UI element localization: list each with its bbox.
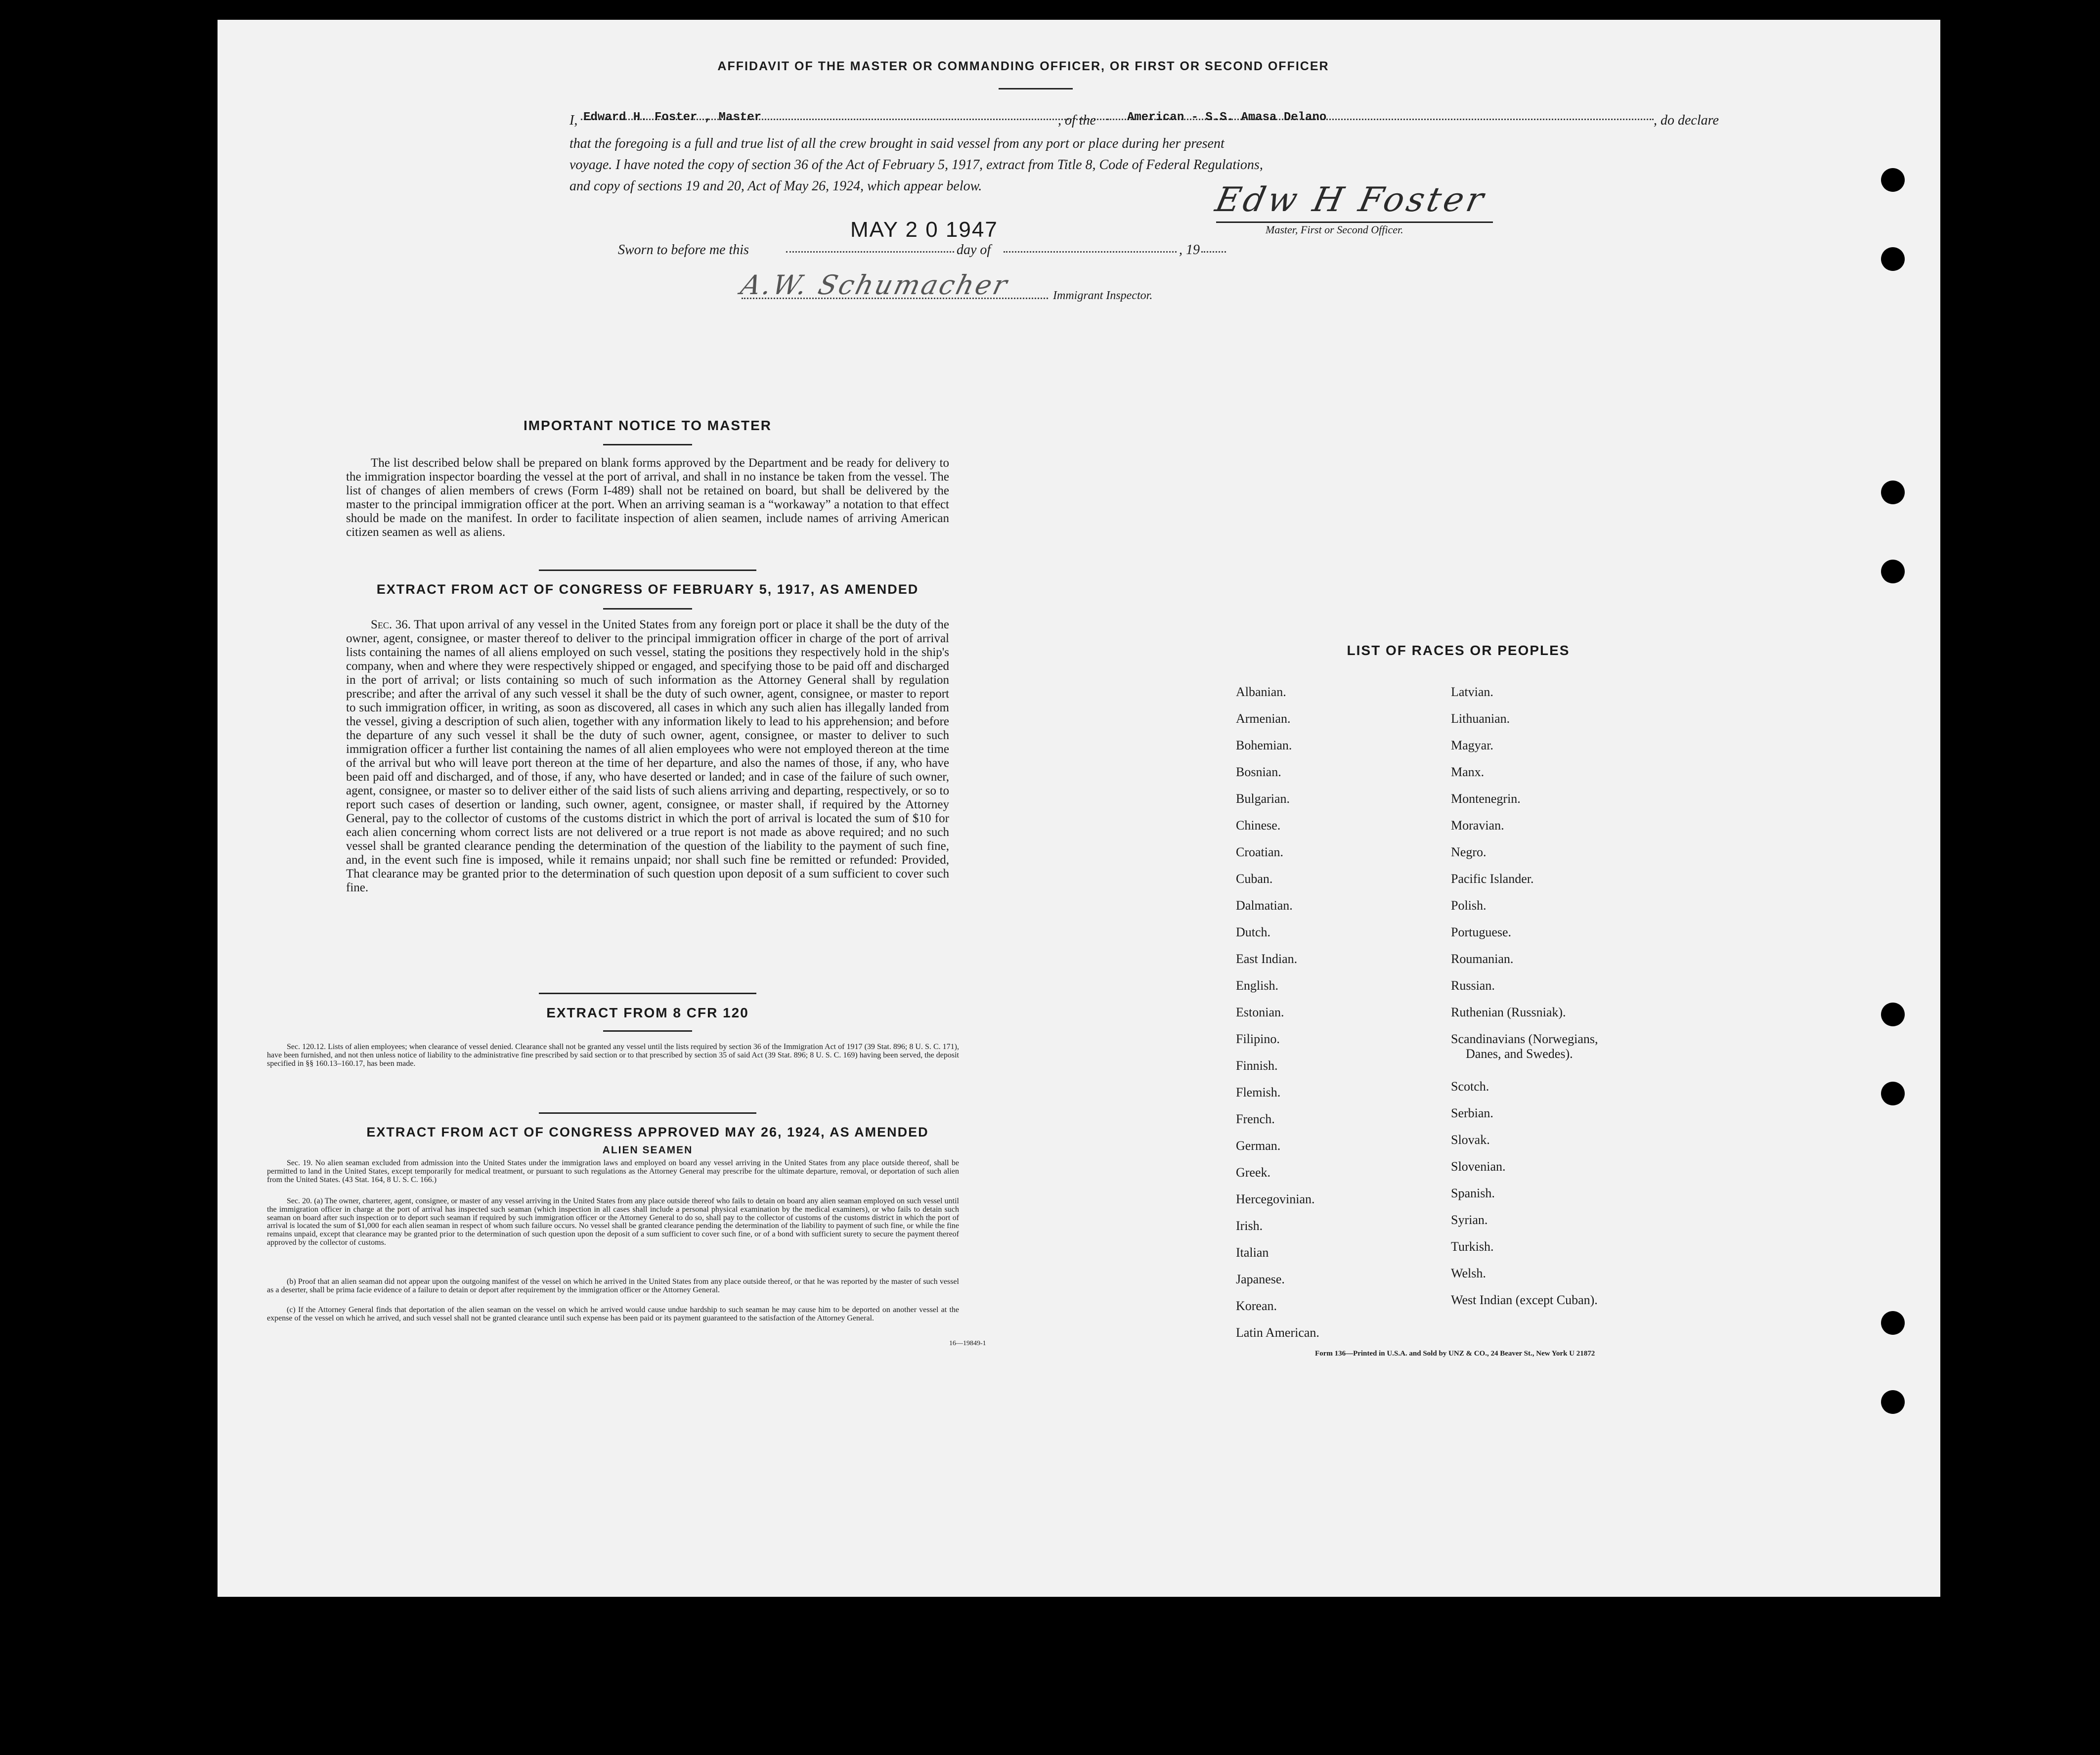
do-declare-label: , do declare <box>1654 113 1719 128</box>
race-item: Spanish. <box>1451 1186 1495 1200</box>
affidavit-line-2: voyage. I have noted the copy of section 36 of the Act of February 5, 1917, extract from Title 8, Code of Federal Regulations, <box>569 157 1263 173</box>
divider-3 <box>539 1112 756 1114</box>
act-1924-sec20a: Sec. 20. (a) The owner, charterer, agent, consignee, or master of any vessel arriving in the United States from any place outside thereof who fails to detain on board any alien seaman employed on such vessel until the immigration officer in charge at the port of arrival has inspected such seaman (which inspection in all cases shall include a personal physical examination by the medical examiners), or who fails to detain such seaman on board after such inspection or to deport such seaman if required by such immigration officer or the Attorney General to do so, shall pay to the collector of customs of the customs district in which the port of arrival is located the sum of $1,000 for each alien seaman in respect of whom such failure occurs. No vessel shall be granted clearance pending the determination of the liability to payment of such fine, or while the fine remains unpaid, except that clearance may be granted prior to the determination of such question upon the deposit of a sum sufficient to cover such fine, or of a bond with sufficient surety to secure the payment thereof approved by the collector of customs. <box>267 1197 959 1247</box>
act-1924-sec19: Sec. 19. No alien seaman excluded from admission into the United States under the immigration laws and employed on board any vessel arriving in the United States from any place outside thereof, shall be permitted to land in the United States, except temporarily for medical treatment, or pursuant to such regulations as the Attorney General may prescribe for the ultimate departure, removal, or deportation of such alien from the United States. (43 Stat. 164, 8 U. S. C. 166.) <box>267 1159 959 1184</box>
punch-hole <box>1881 247 1905 271</box>
act-1924-form-code: 16—19849-1 <box>949 1340 986 1347</box>
cfr-title: EXTRACT FROM 8 CFR 120 <box>546 1005 749 1020</box>
sworn-label: Sworn to before me this <box>618 242 749 258</box>
race-item: Danes, and Swedes). <box>1466 1047 1573 1061</box>
race-item: Dutch. <box>1236 925 1271 939</box>
race-item: Armenian. <box>1236 711 1291 726</box>
day-of-label: day of <box>957 242 991 258</box>
race-item: Montenegrin. <box>1451 791 1521 806</box>
act-1924-sec20c: (c) If the Attorney General finds that deportation of the alien seaman on the vessel on which he arrived would cause undue hardship to such seaman he may cause him to be deported on another vessel at the expense of the vessel on which he arrived, and such vessel shall not be granted clearance until such expense has been paid or its payment guaranteed to the satisfaction of the Attorney General. <box>267 1306 959 1322</box>
race-item: Filipino. <box>1236 1032 1280 1046</box>
act-1917-rule <box>603 608 692 610</box>
cfr-rule <box>603 1030 692 1032</box>
sworn-month-line <box>1004 251 1177 253</box>
signature-caption: Master, First or Second Officer. <box>1266 223 1403 236</box>
race-item: Turkish. <box>1451 1239 1494 1254</box>
race-item: Korean. <box>1236 1299 1277 1313</box>
race-item: Bohemian. <box>1236 738 1292 752</box>
race-item: English. <box>1236 978 1278 993</box>
race-item: Roumanian. <box>1451 952 1514 966</box>
notice-text: The list described below shall be prepared on blank forms approved by the Department and be ready for delivery to the immigration inspector boarding the vessel at the port of arrival, and shall in no instance be taken from the vessel. The list of changes of alien members of crews (Form I-489) shall not be retained on board, but shall be delivered by the master to the principal immigration officer at the port. When an arriving seaman is a “workaway” a notation to that effect should be made on the manifest. In order to facilitate inspection of alien seamen, include names of arriving American citizen seamen as well as aliens. <box>346 456 949 539</box>
race-item: Syrian. <box>1451 1213 1488 1227</box>
race-item: Scandinavians (Norwegians, <box>1451 1032 1598 1046</box>
affidavit-line-1: that the foregoing is a full and true list of all the crew brought in said vessel from any port or place during her present <box>569 136 1225 151</box>
race-item: Magyar. <box>1451 738 1493 752</box>
race-item: German. <box>1236 1139 1281 1153</box>
race-item: Chinese. <box>1236 818 1281 833</box>
sworn-year-line <box>1201 251 1226 253</box>
cfr-text: Sec. 120.12. Lists of alien employees; when clearance of vessel denied. Clearance shall not be granted any vessel until the lists required by section 36 of the Immigration Act of 1917 (39 Stat. 896; 8 U. S. C. 171), have been furnished, and not then unless notice of liability to the administrative fine prescribed by said section or to that prescribed by section 35 of said Act (39 Stat. 896; 8 U. S. C. 169) having been served, the deposit specified in §§ 160.13–160.17, has been made. <box>267 1043 959 1068</box>
race-item: Bulgarian. <box>1236 791 1290 806</box>
punch-hole <box>1881 560 1905 583</box>
race-item: Italian <box>1236 1245 1269 1260</box>
races-title: LIST OF RACES OR PEOPLES <box>1347 643 1570 658</box>
race-item: Russian. <box>1451 978 1495 993</box>
act-1924-subtitle: ALIEN SEAMEN <box>602 1144 693 1156</box>
race-item: Finnish. <box>1236 1058 1278 1073</box>
notice-rule <box>603 444 692 445</box>
notice-title: IMPORTANT NOTICE TO MASTER <box>523 418 772 433</box>
punch-hole <box>1881 1390 1905 1414</box>
race-item: Hercegovinian. <box>1236 1192 1315 1206</box>
punch-hole <box>1881 1311 1905 1335</box>
race-item: Bosnian. <box>1236 765 1281 779</box>
race-item: East Indian. <box>1236 952 1298 966</box>
punch-hole <box>1881 1082 1905 1105</box>
race-item: Portuguese. <box>1451 925 1512 939</box>
race-item: Lithuanian. <box>1451 711 1510 726</box>
act-1917-text: That upon arrival of any vessel in the United States from any foreign port or place it shall be the duty of the owner, agent, consignee, or master thereof to deliver to the principal immigration officer in charge of the port of arrival lists containing the names of all aliens employed on such vessel, stating the positions they respectively hold in the ship's company, when and where they were respectively shipped or engaged, and specifying those to be paid off and discharged in the port of arrival; or lists containing so much of such information as the Attorney General shall by regulation prescribe; and after the arrival of any such vessel it shall be the duty of such owner, agent, consignee, or master to report to such immigration officer, in writing, as soon as discovered, all cases in which any such alien has illegally landed from the vessel, giving a description of such alien, together with any information likely to lead to his apprehension; and before the departure of any such vessel it shall be the duty of such owner, agent, consignee, or master to deliver to such immigration officer a further list containing the names of all alien employees who were not employed thereon at the time of the arrival but who will leave port thereon at the time of her departure, and also the names of those, if any, who have been paid off and discharged, and of those, if any, who have deserted or landed; and in case of the failure of such owner, agent, consignee, or master so to deliver either of the said lists of such aliens arriving and departing, respectively, or so to report such cases of desertion or landing, such owner, agent, consignee, or master shall, if required by the Attorney General, pay to the collector of customs of the customs district in which the port of arrival is located the sum of $10 for each alien concerning whom correct lists are not delivered or a true report is not made as above required; and no such vessel shall be granted clearance pending the determination of the question of the liability to the payment of such fine, and, in the event such fine is imposed, while it remains unpaid; nor shall such fine be remitted or refunded: Provided, That clearance may be granted prior to the determination of such question upon deposit of a sum sufficient to cover such fine. <box>346 618 949 894</box>
race-item: Ruthenian (Russniak). <box>1451 1005 1566 1019</box>
act-1924-title: EXTRACT FROM ACT OF CONGRESS APPROVED MAY 26, 1924, AS AMENDED <box>366 1125 929 1140</box>
race-item: Cuban. <box>1236 872 1273 886</box>
race-item: Moravian. <box>1451 818 1504 833</box>
race-item: Negro. <box>1451 845 1487 859</box>
race-item: Polish. <box>1451 898 1487 913</box>
inspector-caption: Immigrant Inspector. <box>1053 289 1153 302</box>
affidavit-title: AFFIDAVIT OF THE MASTER OR COMMANDING OFFICER, OR FIRST OR SECOND OFFICER <box>717 59 1329 73</box>
inspector-line <box>742 298 1048 299</box>
i-prefix: I, <box>569 113 578 128</box>
race-item: Estonian. <box>1236 1005 1284 1019</box>
divider-2 <box>539 993 756 994</box>
race-item: Manx. <box>1451 765 1485 779</box>
vessel-typed: American - S.S. Amasa Delano <box>1127 111 1327 124</box>
race-item: Latin American. <box>1236 1325 1319 1340</box>
race-item: Slovenian. <box>1451 1159 1506 1174</box>
title-rule <box>999 88 1073 89</box>
race-item: West Indian (except Cuban). <box>1451 1293 1598 1307</box>
race-item: Serbian. <box>1451 1106 1493 1120</box>
race-item: Flemish. <box>1236 1085 1281 1099</box>
document-page <box>218 20 1940 1597</box>
race-item: French. <box>1236 1112 1275 1126</box>
sworn-day-line <box>786 251 954 253</box>
act-1917-sec-label: Sec. 36. <box>371 618 411 631</box>
act-1924-sec20b: (b) Proof that an alien seaman did not appear upon the outgoing manifest of the vessel on which he arrived in the United States from any place outside thereof, or that he was reported by the master of such vessel as a deserter, shall be prima facie evidence of a failure to detain or deport after requirement by the immigration officer or the Attorney General. <box>267 1277 959 1294</box>
signature-line <box>1216 221 1493 223</box>
race-item: Dalmatian. <box>1236 898 1293 913</box>
race-item: Japanese. <box>1236 1272 1285 1286</box>
race-item: Irish. <box>1236 1219 1263 1233</box>
punch-hole <box>1881 481 1905 504</box>
printer-imprint: Form 136—Printed in U.S.A. and Sold by UNZ & CO., 24 Beaver St., New York U 21872 <box>1315 1350 1595 1358</box>
race-item: Scotch. <box>1451 1079 1489 1094</box>
race-item: Albanian. <box>1236 685 1286 699</box>
affidavit-line-3: and copy of sections 19 and 20, Act of May 26, 1924, which appear below. <box>569 178 982 194</box>
punch-hole <box>1881 168 1905 192</box>
year-label: , 19 <box>1179 242 1200 258</box>
act-1917-section-36 <box>346 618 949 895</box>
master-name-typed: Edward H. Foster , Master <box>583 111 762 124</box>
race-item: Welsh. <box>1451 1266 1486 1280</box>
inspector-signature: A.W. Schumacher <box>738 269 1012 301</box>
date-stamp: MAY 2 0 1947 <box>850 218 998 242</box>
act-1917-title: EXTRACT FROM ACT OF CONGRESS OF FEBRUARY 5, 1917, AS AMENDED <box>376 582 919 597</box>
of-the-label: , of the <box>1058 113 1096 128</box>
punch-hole <box>1881 1003 1905 1026</box>
race-item: Latvian. <box>1451 685 1493 699</box>
race-item: Slovak. <box>1451 1133 1490 1147</box>
master-signature: Edw H Foster <box>1212 180 1490 219</box>
race-item: Greek. <box>1236 1165 1271 1180</box>
race-item: Pacific Islander. <box>1451 872 1534 886</box>
divider-1 <box>539 570 756 571</box>
race-item: Croatian. <box>1236 845 1284 859</box>
